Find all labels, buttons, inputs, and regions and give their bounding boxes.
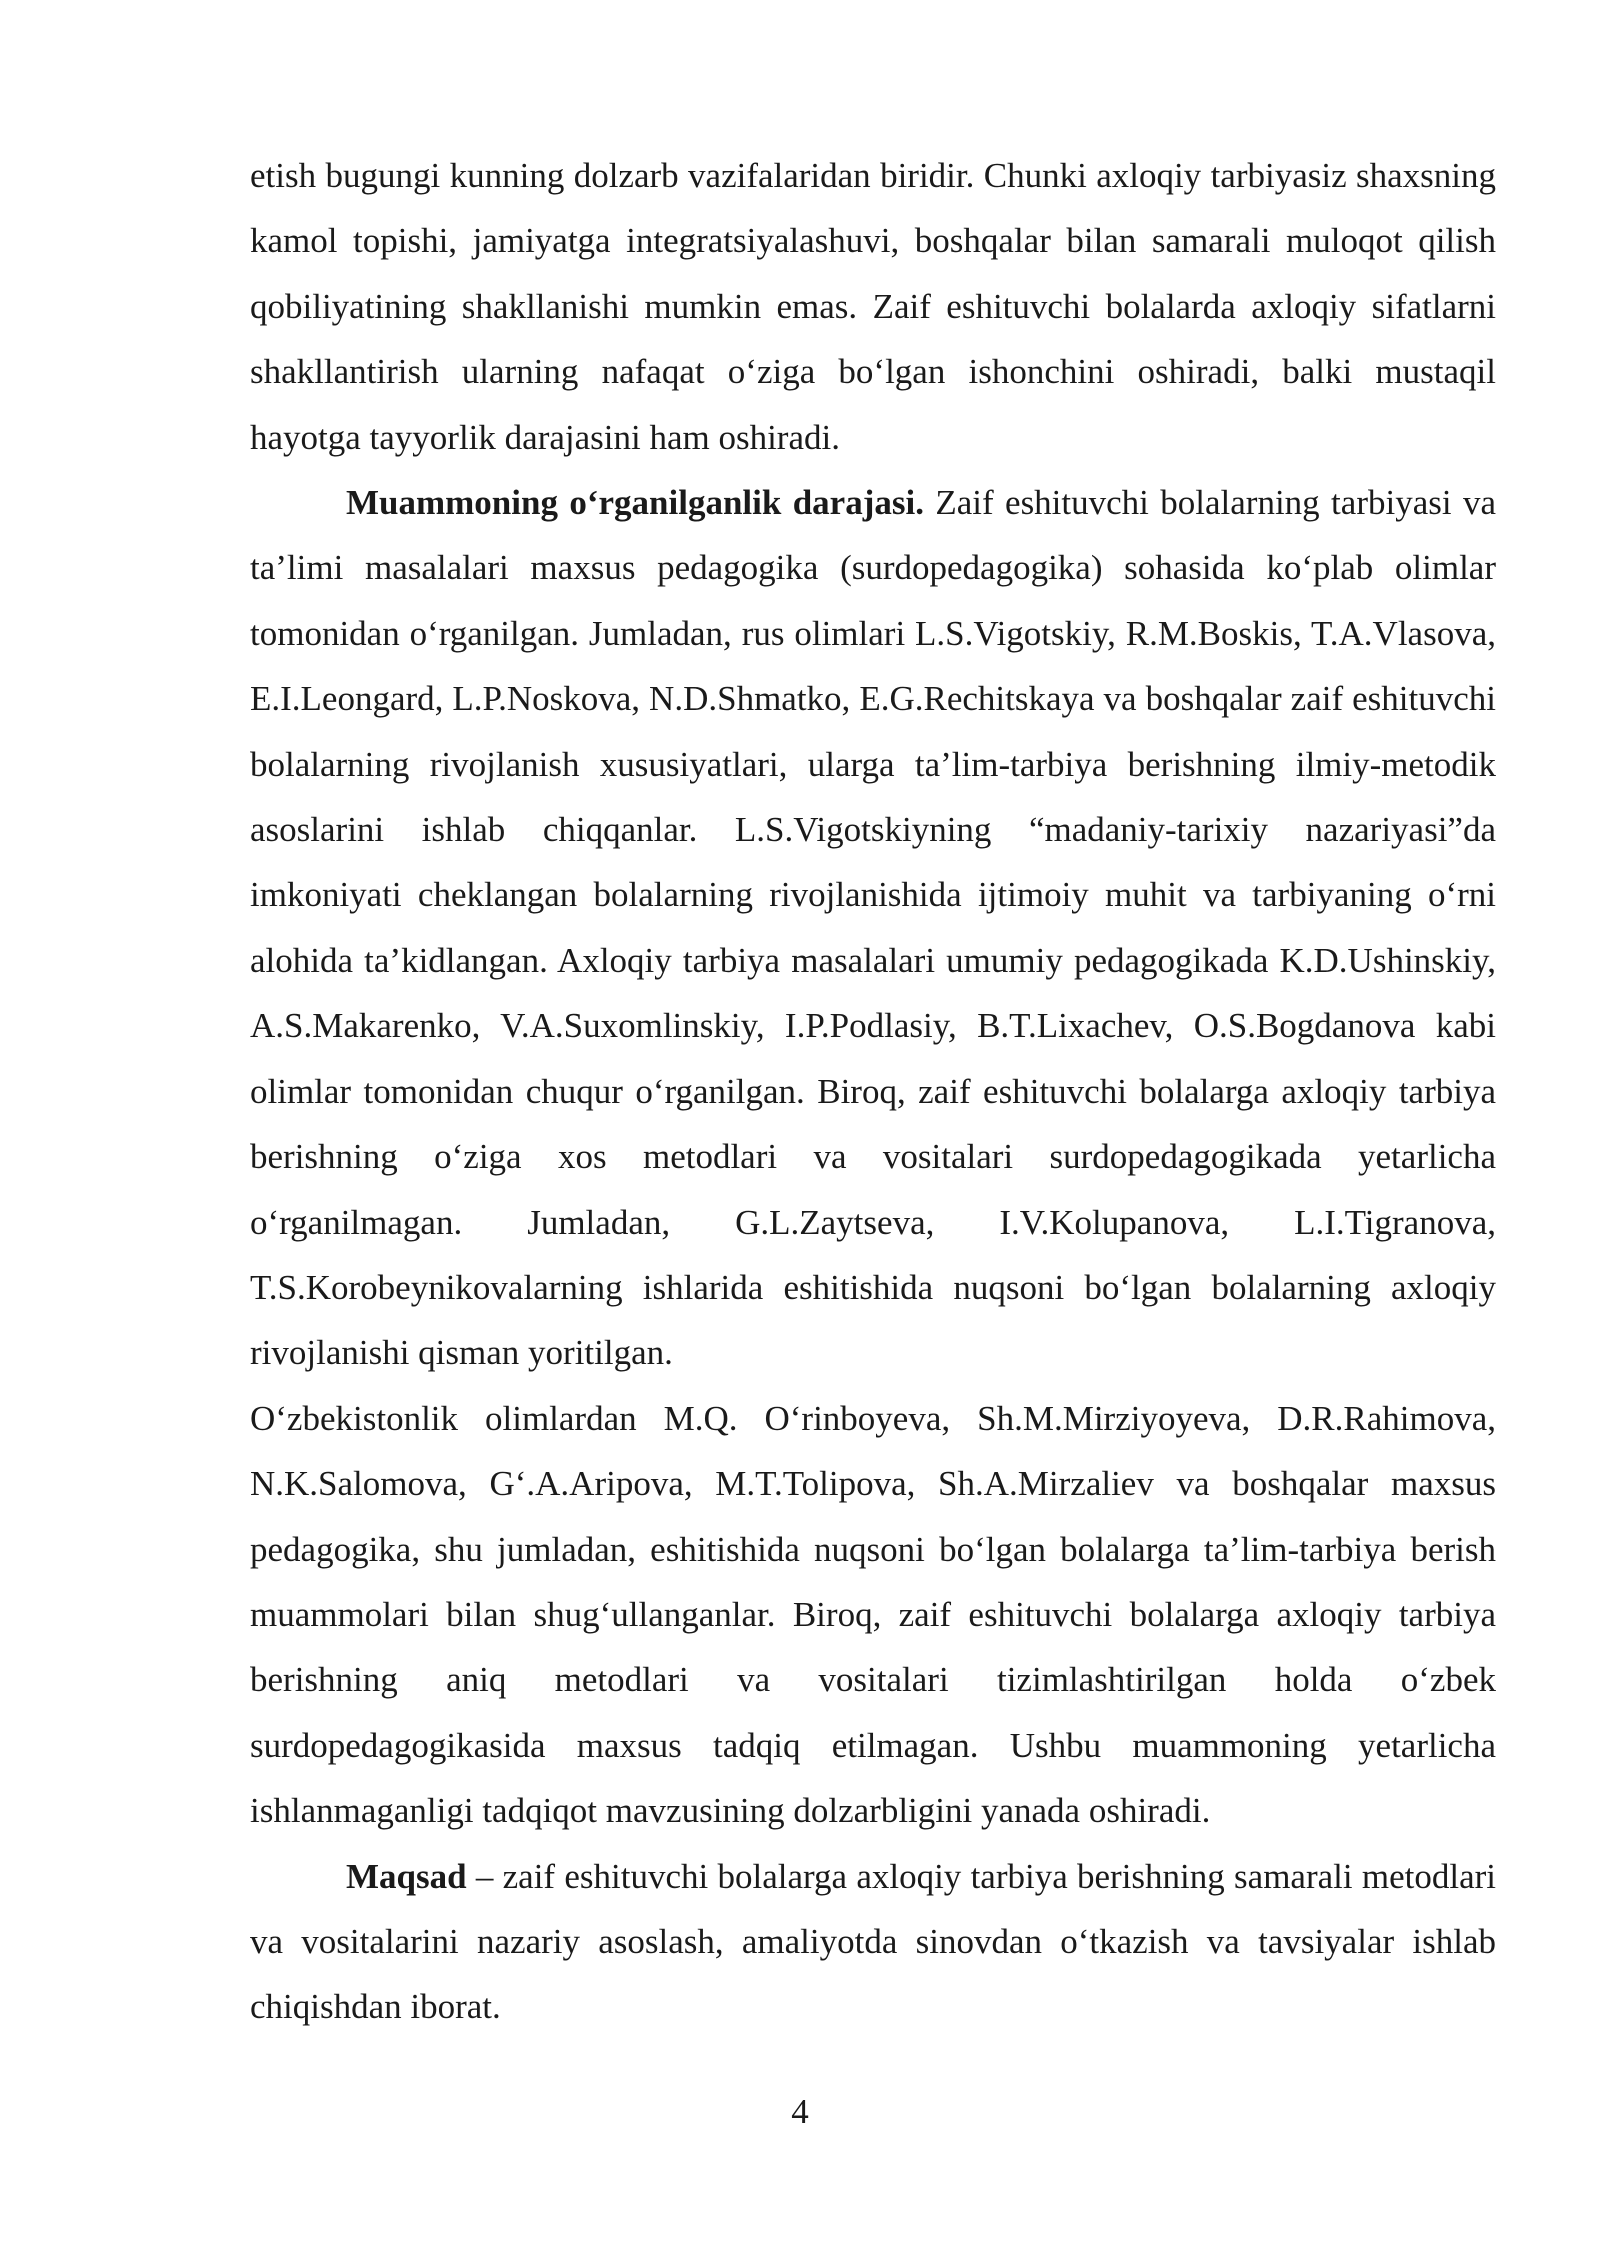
- page-number: 4: [791, 2092, 809, 2131]
- paragraph-heading: Muammoning o‘rganilganlik darajasi.: [346, 483, 924, 523]
- paragraph-heading: Maqsad: [346, 1856, 467, 1896]
- document-page: [250, 143, 1496, 2040]
- paragraph-text: Zaif eshituvchi bolalarning tarbiyasi va ta’limi masalalari maxsus pedagogika (surdopedagogika) sohasida ko‘plab olimlar tomonidan o‘rganilgan. Jumladan, rus olimlari L.S.Vigotskiy, R.M.Boskis, T.A.Vlasova, E.I.Leongard, L.P.Noskova, N.D.Shmatko, E.G.Rechitskaya va boshqalar zaif eshituvchi bolalarning rivojlanish xususiyatlari, ularga ta’lim-tarbiya berishning ilmiy-metodik asoslarini ishlab chiqqanlar. L.S.Vigotskiyning “madaniy-tarixiy nazariyasi”da imkoniyati cheklangan bolalarning rivojlanishida ijtimoiy muhit va tarbiyaning o‘rni alohida ta’kidlangan. Axloqiy tarbiya masalalari umumiy pedagogikada K.D.Ushinskiy, A.S.Makarenko, V.A.Suxomlinskiy, I.P.Podlasiy, B.T.Lixachev, O.S.Bogdanova kabi olimlar tomonidan chuqur o‘rganilgan. Biroq, zaif eshituvchi bolalarga axloqiy tarbiya berishning o‘ziga xos metodlari va vositalari surdopedagogikada yetarlicha o‘rganilmagan. Jumladan, G.L.Zaytseva, I.V.Kolupanova, L.I.Tigranova, T.S.Korobeynikovalarning ishlarida eshitishida nuqsoni bo‘lgan bolalarning axloqiy rivojlanishi qisman yoritilgan.: [250, 483, 1496, 1373]
- paragraph-text: – zaif eshituvchi bolalarga axloqiy tarbiya berishning samarali metodlari va vositalarini nazariy asoslash, amaliyotda sinovdan o‘tkazish va tavsiyalar ishlab chiqishdan iborat.: [250, 1856, 1496, 2027]
- paragraph-uzbek-scholars: [250, 1386, 1496, 1844]
- paragraph-research-degree: [250, 470, 1496, 1386]
- paragraph-intro-continuation: [250, 143, 1496, 470]
- paragraph-text: O‘zbekistonlik olimlardan M.Q. O‘rinboyeva, Sh.M.Mirziyoyeva, D.R.Rahimova, N.K.Salomova, G‘.A.Aripova, M.T.Tolipova, Sh.A.Mirzaliev va boshqalar maxsus pedagogika, shu jumladan, eshitishida nuqsoni bo‘lgan bolalarga ta’lim-tarbiya berish muammolari bilan shug‘ullanganlar. Biroq, zaif eshituvchi bolalarga axloqiy tarbiya berishning aniq metodlari va vositalari tizimlashtirilgan holda o‘zbek surdopedagogikasida maxsus tadqiq etilmagan. Ushbu muammoning yetarlicha ishlanmaganligi tadqiqot mavzusining dolzarbligini yanada oshiradi.: [250, 1398, 1496, 1831]
- paragraph-text: etish bugungi kunning dolzarb vazifalaridan biridir. Chunki axloqiy tarbiyasiz shaxsning kamol topishi, jamiyatga integratsiyalashuvi, boshqalar bilan samarali muloqot qilish qobiliyatining shakllanishi mumkin emas. Zaif eshituvchi bolalarda axloqiy sifatlarni shakllantirish ularning nafaqat o‘ziga bo‘lgan ishonchini oshiradi, balki mustaqil hayotga tayyorlik darajasini ham oshiradi.: [250, 156, 1496, 457]
- paragraph-goal: [250, 1844, 1496, 2040]
